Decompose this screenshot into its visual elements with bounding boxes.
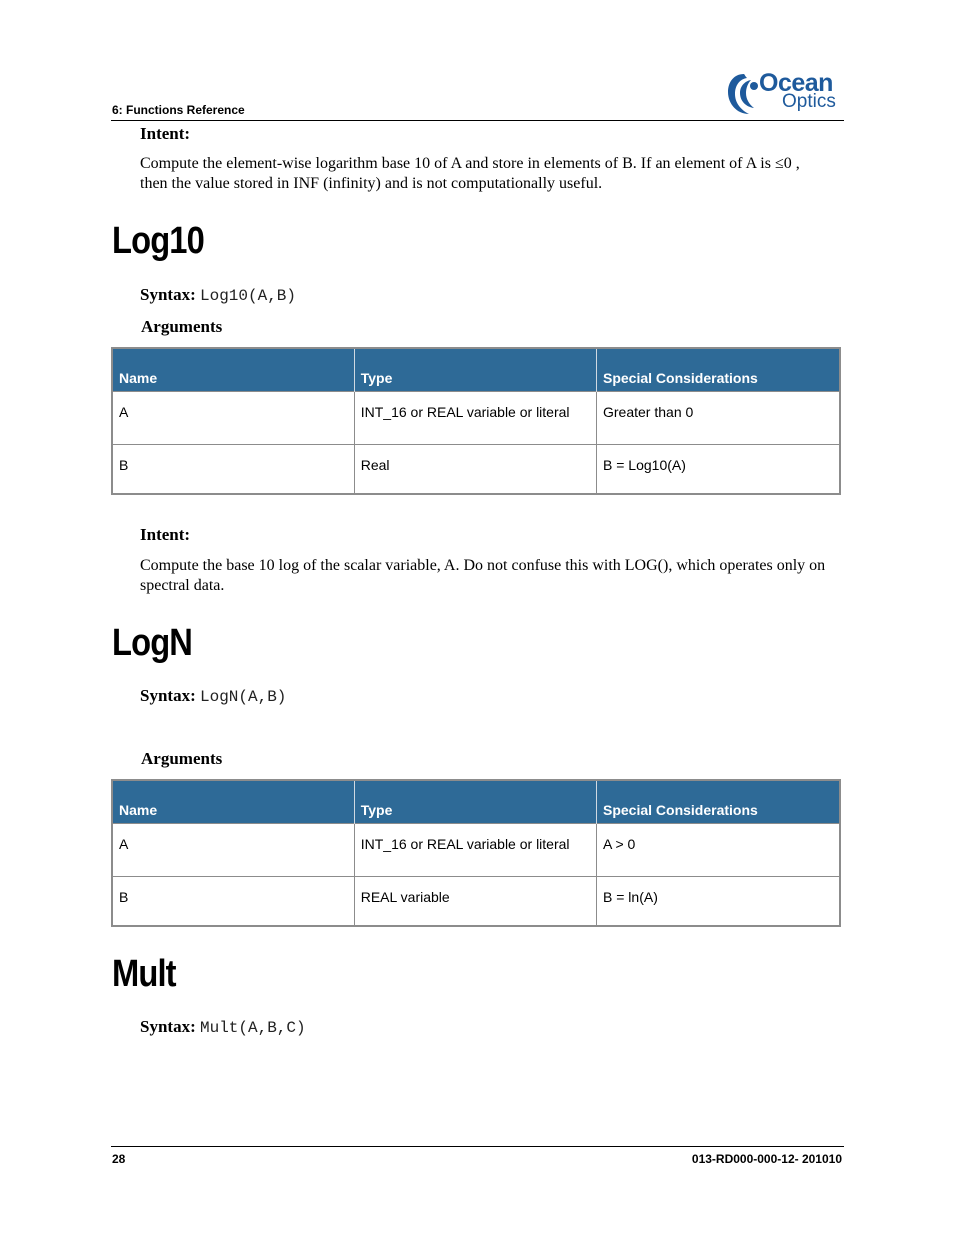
ocean-optics-logo [727,70,845,116]
intent-label: Intent: [140,124,191,143]
logn-arguments-table [111,779,841,927]
table-cell: Real [354,445,596,494]
heading-log10: Log10 [112,220,204,262]
column-header-type: Type [354,780,596,824]
intent-text: Compute the element-wise logarithm base 10 of A and store in elements of B. If an element of A is ≤0 , then the value stored in INF (infinity) and is not computationally useful. [140,155,800,192]
syntax-label: Syntax: [140,1017,196,1036]
table-row [112,877,840,926]
table-cell: B [112,445,354,494]
header-divider [111,120,844,121]
table-row [112,824,840,877]
syntax-code: Log10(A,B) [199,287,296,305]
logn-syntax [140,686,286,706]
table-cell: Greater than 0 [597,392,841,445]
syntax-code: LogN(A,B) [199,688,287,706]
section-header: 6: Functions Reference [112,103,245,117]
column-header-type: Type [354,348,596,392]
table-cell: INT_16 or REAL variable or literal [354,824,596,877]
table-row [112,445,840,494]
column-header-special-considerations: Special Considerations [597,348,841,392]
intent-label: Intent: [140,525,191,544]
table-row [112,392,840,445]
logo-text-optics: Optics [782,91,836,112]
table-cell: A [112,392,354,445]
mult-syntax [140,1017,306,1037]
column-header-special-considerations: Special Considerations [597,780,841,824]
logo-text-ocean: Ocean [759,69,833,97]
column-header-name: Name [112,780,354,824]
table-cell: A > 0 [597,824,841,877]
arguments-label: Arguments [141,317,223,336]
table-cell: REAL variable [354,877,596,926]
table-cell: B = ln(A) [597,877,841,926]
syntax-label: Syntax: [140,686,196,705]
heading-mult: Mult [112,953,176,995]
table-header-row [112,348,840,392]
footer-divider [111,1146,844,1147]
intent-text: Compute the base 10 log of the scalar variable, A. Do not confuse this with LOG(), which operates only on spectral data. [140,557,826,594]
table-cell: A [112,824,354,877]
arguments-label: Arguments [141,749,223,768]
document-id: 013-RD000-000-12- 201010 [691,1152,842,1166]
syntax-code: Mult(A,B,C) [199,1019,306,1037]
column-header-name: Name [112,348,354,392]
table-cell: INT_16 or REAL variable or literal [354,392,596,445]
log10-arguments-table [111,347,841,495]
heading-logn: LogN [112,622,193,664]
ocean-optics-swirl-logo-icon [727,72,761,116]
table-header-row [112,780,840,824]
log10-syntax [140,285,296,305]
syntax-label: Syntax: [140,285,196,304]
table-cell: B = Log10(A) [597,445,841,494]
table-cell: B [112,877,354,926]
page-number: 28 [112,1152,126,1166]
